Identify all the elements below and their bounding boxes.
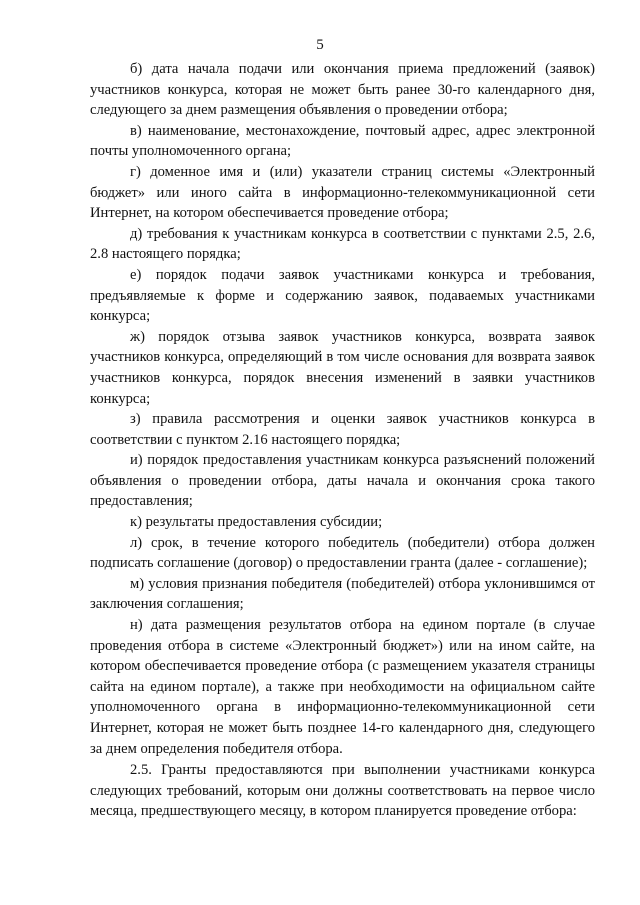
paragraph-z: з) правила рассмотрения и оценки заявок участников конкурса в соответствии с пунктом 2.16 настоящего порядка; (90, 411, 595, 448)
paragraph-i: и) порядок предоставления участникам конкурса разъяснений положений объявления о проведении отбора, даты начала и окончания срока такого предоставления; (90, 452, 595, 510)
paragraph-d: д) требования к участникам конкурса в соответствии с пунктами 2.5, 2.6, 2.8 настоящего порядка; (90, 225, 595, 263)
paragraph-zh: ж) порядок отзыва заявок участников конкурса, возврата заявок участников конкурса, определяющий в том числе основания для возврата заявок участников конкурса, порядок внесения изменений в заявки участников конкурса; (90, 328, 595, 407)
paragraph-k: к) результаты предоставления субсидии; (130, 514, 383, 531)
page-number: 5 (316, 37, 324, 53)
paragraph-n: н) дата размещения результатов отбора на едином портале (в случае проведения отбора в системе «Электронный бюджет») или на ином сайте, на котором обеспечивается проведение отбора (с размещением указателя страницы сайта на едином портале), а также при необходимости на официальном сайте уполномоченного органа в информационно-телекоммуникационной сети Интернет, которая не может быть позднее 14-го календарного дня, следующего за днем определения победителя отбора. (90, 617, 595, 757)
paragraph-e: е) порядок подачи заявок участниками конкурса и требования, предъявляемые к форме и содержанию заявок, подаваемых участниками конкурса; (90, 266, 595, 325)
paragraph-m: м) условия признания победителя (победителей) отбора уклонившимся от заключения соглашения; (90, 575, 595, 613)
paragraph-l: л) срок, в течение которого победитель (победители) отбора должен подписать соглашение (договор) о предоставлении гранта (далее - соглашение); (90, 534, 595, 572)
paragraph-g: г) доменное имя и (или) указатели страниц системы «Электронный бюджет» или иного сайта в информационно-телекоммуникационной сети Интернет, на котором обеспечивается проведение отбора; (90, 163, 595, 222)
paragraph-b: б) дата начала подачи или окончания приема предложений (заявок) участников конкурса, которая не может быть ранее 30-го календарного дня, следующего за днем размещения объявления о проведении отбора; (90, 61, 595, 119)
section-2-5-paragraph: 2.5. Гранты предоставляются при выполнении участниками конкурса следующих требований, которым они должны соответствовать на первое число месяца, предшествующего месяцу, в котором планируется проведение отбора: (90, 762, 595, 820)
paragraph-v: в) наименование, местонахождение, почтовый адрес, адрес электронной почты уполномоченного органа; (90, 122, 595, 160)
document-body (90, 59, 595, 822)
